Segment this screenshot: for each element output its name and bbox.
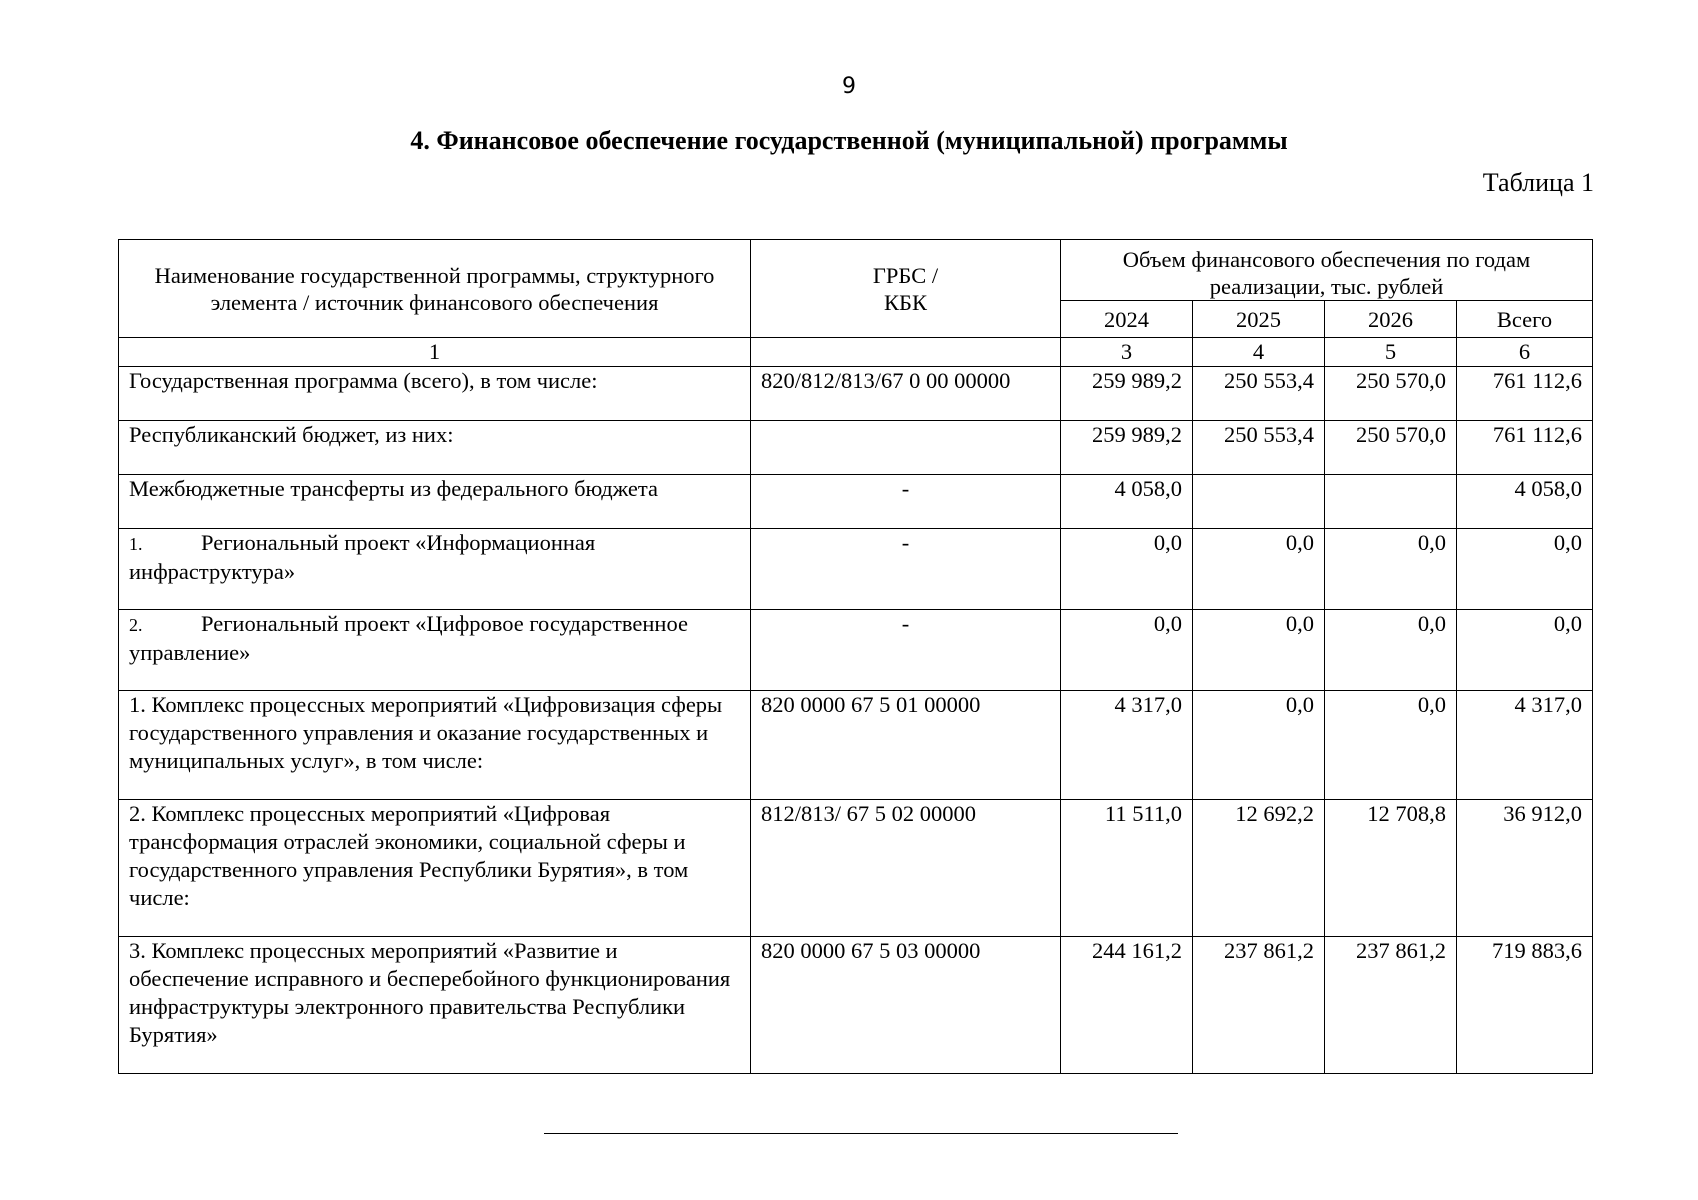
row-value-2026: 0,0 [1325,691,1457,800]
index-cell: 3 [1061,338,1193,367]
row-code [751,421,1061,475]
row-name: Межбюджетные трансферты из федерального бюджета [119,475,751,529]
row-code: 820 0000 67 5 01 00000 [751,691,1061,800]
section-title: 4. Финансовое обеспечение государственной (муниципальной) программы [410,126,1288,155]
table-row [119,610,1593,691]
row-value-2024: 0,0 [1061,529,1193,610]
row-value-2024: 11 511,0 [1061,800,1193,937]
row-value-2025: 250 553,4 [1193,421,1325,475]
row-number: 2. [129,615,143,635]
table-row [119,800,1593,937]
table-row [119,937,1593,1074]
row-value-2024: 4 317,0 [1061,691,1193,800]
row-value-2024: 259 989,2 [1061,421,1193,475]
row-code: 820/812/813/67 0 00 00000 [751,367,1061,421]
closing-line [544,1133,1178,1134]
row-value-2025: 237 861,2 [1193,937,1325,1074]
table-row [119,529,1593,610]
row-value-total: 4 058,0 [1457,475,1593,529]
row-value-2025: 0,0 [1193,529,1325,610]
index-cell: 4 [1193,338,1325,367]
table-label: Таблица 1 [1482,168,1594,197]
header-total: Всего [1457,301,1593,338]
row-code: 820 0000 67 5 03 00000 [751,937,1061,1074]
row-value-2025: 250 553,4 [1193,367,1325,421]
row-code: - [751,610,1061,691]
row-value-2026: 0,0 [1325,529,1457,610]
index-cell: 1 [119,338,751,367]
table-row [119,367,1593,421]
financing-table [118,239,1593,1074]
row-value-total: 0,0 [1457,610,1593,691]
header-year-2024: 2024 [1061,301,1193,338]
row-value-2024: 4 058,0 [1061,475,1193,529]
row-name-cell [119,529,751,610]
row-value-2025: 0,0 [1193,691,1325,800]
header-code: ГРБС /КБК [751,240,1061,338]
table-row [119,421,1593,475]
row-value-2026: 250 570,0 [1325,367,1457,421]
header-name: Наименование государственной программы, структурного элемента / источник финансового обеспечения [119,240,751,338]
row-value-2025: 0,0 [1193,610,1325,691]
index-cell [751,338,1061,367]
page-number: 9 [842,74,856,99]
row-name: Республиканский бюджет, из них: [119,421,751,475]
index-row [119,338,1593,367]
row-value-2025: 12 692,2 [1193,800,1325,937]
row-value-2026: 0,0 [1325,610,1457,691]
row-value-total: 0,0 [1457,529,1593,610]
row-name: Региональный проект «Информационная инфраструктура» [129,530,596,584]
row-name: 1. Комплекс процессных мероприятий «Цифровизация сферы государственного управления и оказание государственных и муниципальных услуг», в том числе: [119,691,751,800]
row-value-total: 36 912,0 [1457,800,1593,937]
header-year-2025: 2025 [1193,301,1325,338]
row-value-2026: 12 708,8 [1325,800,1457,937]
row-code: - [751,475,1061,529]
row-value-2025 [1193,475,1325,529]
header-year-2026: 2026 [1325,301,1457,338]
row-value-total: 719 883,6 [1457,937,1593,1074]
row-number: 1. [129,534,143,554]
row-code: 812/813/ 67 5 02 00000 [751,800,1061,937]
row-value-2026: 237 861,2 [1325,937,1457,1074]
row-name-cell [119,610,751,691]
row-name: 3. Комплекс процессных мероприятий «Развитие и обеспечение исправного и бесперебойного функционирования инфраструктуры электронного правительства Республики Бурятия» [119,937,751,1074]
table-row [119,475,1593,529]
row-name: Государственная программа (всего), в том числе: [119,367,751,421]
row-value-2024: 244 161,2 [1061,937,1193,1074]
index-cell: 5 [1325,338,1457,367]
row-value-2026: 250 570,0 [1325,421,1457,475]
index-cell: 6 [1457,338,1593,367]
row-value-total: 761 112,6 [1457,421,1593,475]
row-value-total: 4 317,0 [1457,691,1593,800]
row-value-total: 761 112,6 [1457,367,1593,421]
row-value-2026 [1325,475,1457,529]
row-value-2024: 259 989,2 [1061,367,1193,421]
row-value-2024: 0,0 [1061,610,1193,691]
table-row [119,691,1593,800]
row-name: Региональный проект «Цифровое государственное управление» [129,611,688,665]
row-name: 2. Комплекс процессных мероприятий «Цифровая трансформация отраслей экономики, социальной сферы и государственного управления Республики Бурятия», в том числе: [119,800,751,937]
row-code: - [751,529,1061,610]
header-volume: Объем финансового обеспечения по годам реализации, тыс. рублей [1061,240,1593,301]
